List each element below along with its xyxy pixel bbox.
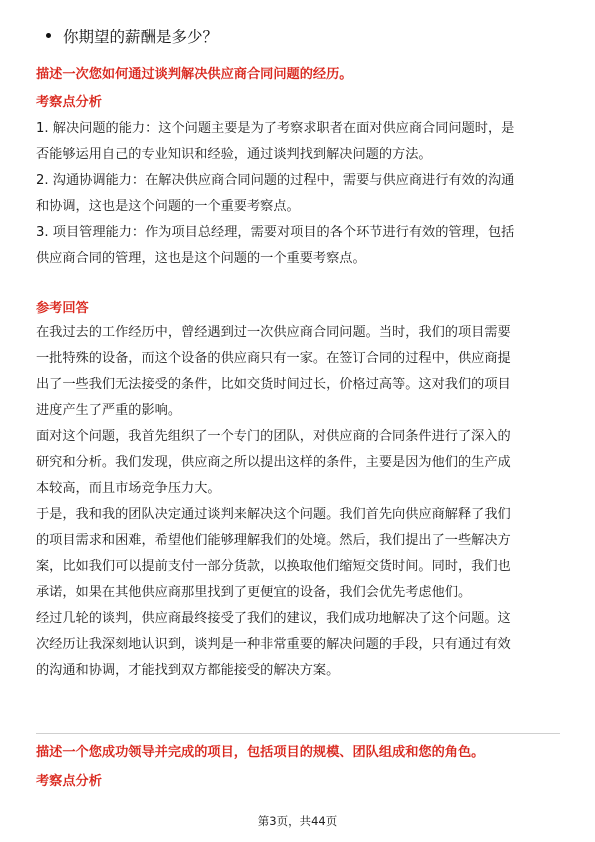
- bullet-question: [46, 26, 218, 48]
- analysis-label: 考察点分析: [36, 95, 102, 110]
- analysis-line: 否能够运用自己的专业知识和经验，通过谈判找到解决问题的方法。: [36, 147, 432, 162]
- answer-line: 面对这个问题，我首先组织了一个专门的团队，对供应商的合同条件进行了深入的: [36, 429, 511, 444]
- answer-line: 于是，我和我的团队决定通过谈判来解决这个问题。我们首先向供应商解释了我们: [36, 507, 511, 522]
- answer-line: 的项目需求和困难，希望他们能够理解我们的处境。然后，我们提出了一些解决方: [36, 533, 511, 548]
- answer-line: 研究和分析。我们发现，供应商之所以提出这样的条件，主要是因为他们的生产成: [36, 455, 511, 470]
- question-title: 描述一个您成功领导并完成的项目，包括项目的规模、团队组成和您的角色。: [36, 745, 485, 760]
- answer-line: 一批特殊的设备，而这个设备的供应商只有一家。在签订合同的过程中，供应商提: [36, 351, 511, 366]
- question-title: 描述一次您如何通过谈判解决供应商合同问题的经历。: [36, 67, 353, 82]
- answer-line: 出了一些我们无法接受的条件，比如交货时间过长，价格过高等。这对我们的项目: [36, 377, 511, 392]
- answer-line: 经过几轮的谈判，供应商最终接受了我们的建议，我们成功地解决了这个问题。这: [36, 611, 511, 626]
- analysis-line: 1. 解决问题的能力：这个问题主要是为了考察求职者在面对供应商合同问题时，是: [36, 121, 515, 136]
- answer-line: 次经历让我深刻地认识到，谈判是一种非常重要的解决问题的手段，只有通过有效: [36, 637, 511, 652]
- answer-line: 在我过去的工作经历中，曾经遇到过一次供应商合同问题。当时，我们的项目需要: [36, 325, 511, 340]
- answer-line: 承诺，如果在其他供应商那里找到了更便宜的设备，我们会优先考虑他们。: [36, 585, 472, 600]
- analysis-line: 3. 项目管理能力：作为项目总经理，需要对项目的各个环节进行有效的管理，包括: [36, 225, 515, 240]
- bullet-dot-icon: [46, 33, 51, 38]
- answer-line: 案，比如我们可以提前支付一部分货款，以换取他们缩短交货时间。同时，我们也: [36, 559, 511, 574]
- answer-line: 进度产生了严重的影响。: [36, 403, 182, 418]
- page-number: 第3页，共44页: [257, 814, 338, 828]
- analysis-label: 考察点分析: [36, 774, 102, 789]
- analysis-line: 供应商合同的管理，这也是这个问题的一个重要考察点。: [36, 251, 366, 266]
- bullet-question-text: 你期望的薪酬是多少？: [63, 28, 219, 46]
- analysis-line: 2. 沟通协调能力：在解决供应商合同问题的过程中，需要与供应商进行有效的沟通: [36, 173, 515, 188]
- answer-label: 参考回答: [36, 301, 89, 316]
- answer-section: [36, 320, 564, 684]
- answer-line: 的沟通和协调，才能找到双方都能接受的解决方案。: [36, 663, 340, 678]
- analysis-line: 和协调，这也是这个问题的一个重要考察点。: [36, 199, 300, 214]
- analysis-section: [36, 116, 564, 272]
- answer-line: 本较高，而且市场竞争压力大。: [36, 481, 221, 496]
- section-divider: [36, 733, 560, 734]
